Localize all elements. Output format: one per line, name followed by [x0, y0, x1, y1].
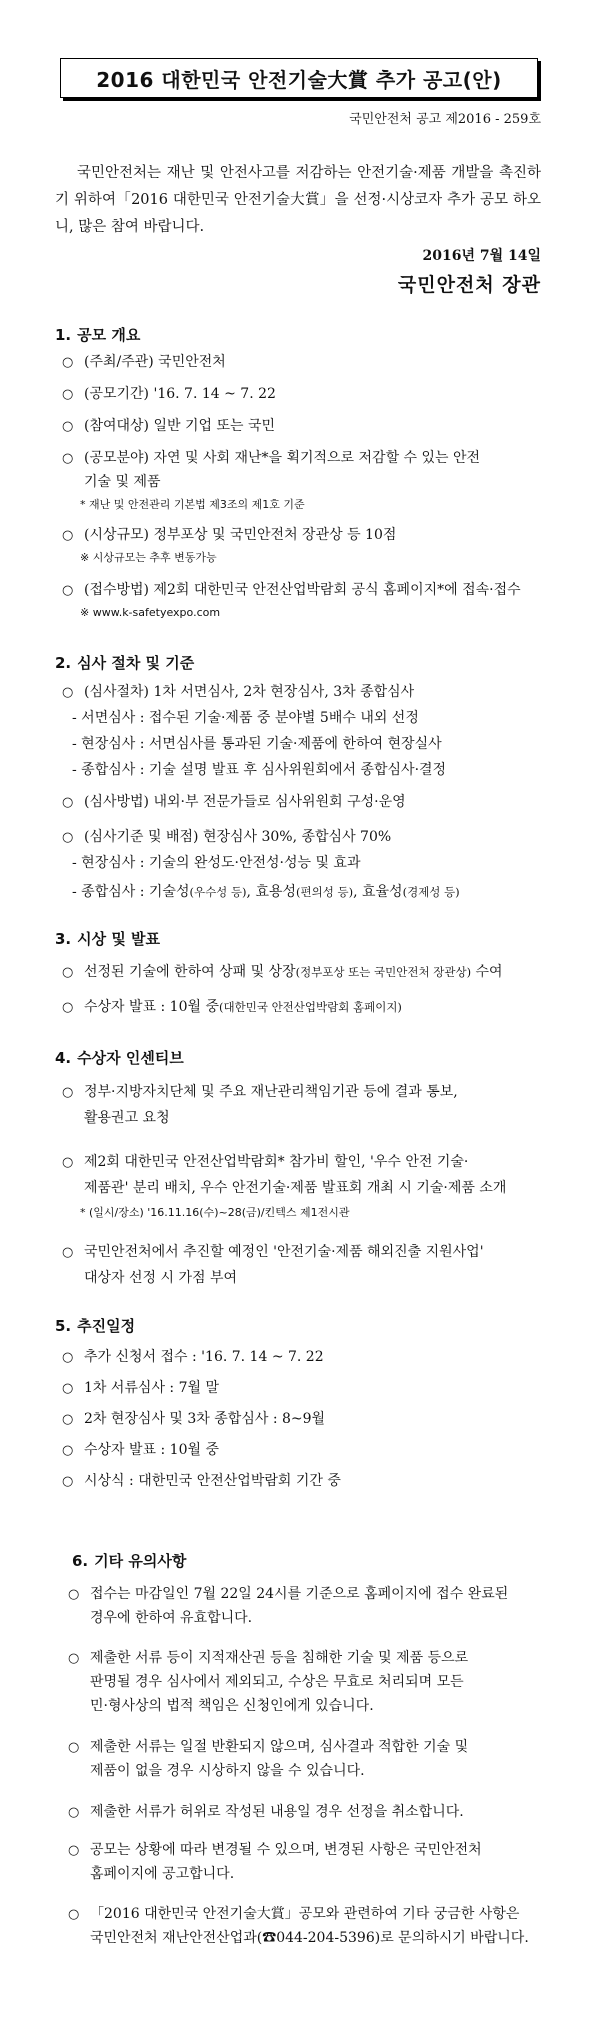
list-item: ○ 제출한 서류가 허위로 작성된 내용일 경우 선정을 취소합니다. — [68, 1800, 548, 1825]
list-item-continuation: 활용권고 요청 — [84, 1110, 170, 1126]
bullet-icon: ○ — [62, 795, 74, 810]
footnote: * (일시/장소) '16.11.16(수)~28(금)/킨텍스 제1전시관 — [80, 1206, 350, 1219]
bullet-icon: ○ — [62, 830, 74, 845]
notice-date: 2016년 7월 14일 — [422, 248, 541, 264]
section-5-heading: 5. 추진일정 — [55, 1317, 136, 1335]
bullet-icon: ○ — [62, 1381, 74, 1396]
list-item: ○ 국민안전처에서 추진할 예정인 '안전기술·제품 해외진출 지원사업' — [62, 1240, 542, 1265]
sub-item: - 종합심사 : 기술 설명 발표 후 심사위원회에서 종합심사·결정 — [72, 762, 447, 778]
list-item-continuation: 제품이 없을 경우 시상하지 않을 수 있습니다. — [90, 1763, 365, 1779]
list-item: ○ 추가 신청서 접수 : '16. 7. 14 ~ 7. 22 — [62, 1345, 542, 1370]
bullet-icon: ○ — [62, 1085, 74, 1100]
section-2-heading: 2. 심사 절차 및 기준 — [55, 654, 195, 672]
section-6-heading: 6. 기타 유의사항 — [72, 1552, 187, 1570]
list-item: ○ 시상식 : 대한민국 안전산업박람회 기간 중 — [62, 1469, 542, 1494]
list-item: ○ (주최/주관) 국민안전처 — [62, 350, 542, 375]
bullet-icon: ○ — [62, 1155, 74, 1170]
bullet-icon: ○ — [62, 583, 74, 598]
list-item-continuation: 기술 및 제품 — [84, 474, 161, 490]
bullet-icon: ○ — [62, 685, 74, 700]
list-item: ○ 제출한 서류는 일절 반환되지 않으며, 심사결과 적합한 기술 및 — [68, 1735, 548, 1760]
bullet-icon: ○ — [62, 528, 74, 543]
list-item: ○ 제2회 대한민국 안전산업박람회* 참가비 할인, '우수 안전 기술· — [62, 1150, 542, 1175]
list-item-continuation: 판명될 경우 심사에서 제외되고, 수상은 무효로 처리되며 모든 — [90, 1674, 464, 1690]
section-1-heading: 1. 공모 개요 — [55, 326, 141, 344]
bullet-icon: ○ — [62, 451, 74, 466]
page-title: 2016 대한민국 안전기술大賞 추가 공고(안) — [96, 67, 502, 92]
bullet-icon: ○ — [62, 1474, 74, 1489]
bullet-icon: ○ — [68, 1843, 80, 1858]
list-item-continuation: 민·형사상의 법적 책임은 신청인에게 있습니다. — [90, 1698, 374, 1714]
footnote: ※ www.k-safetyexpo.com — [80, 606, 221, 619]
bullet-icon: ○ — [68, 1587, 80, 1602]
bullet-icon: ○ — [62, 419, 74, 434]
list-item: ○ 접수는 마감일인 7월 22일 24시를 기준으로 홈페이지에 접수 완료된 — [68, 1582, 548, 1607]
sub-item: - 현장심사 : 서면심사를 통과된 기술·제품에 한하여 현장실사 — [72, 736, 442, 752]
list-item: ○ (접수방법) 제2회 대한민국 안전산업박람회 공식 홈페이지*에 접속·접수 — [62, 578, 542, 603]
list-item: ○ 수상자 발표 : 10월 중 — [62, 1438, 542, 1463]
list-item: ○ 선정된 기술에 한하여 상패 및 상장(정부포상 또는 국민안전처 장관상) 수여 — [62, 960, 542, 985]
list-item: ○ 「2016 대한민국 안전기술大賞」공모와 관련하여 기타 궁금한 사항은 — [68, 1902, 548, 1927]
bullet-icon: ○ — [62, 387, 74, 402]
notice-number: 국민안전처 공고 제2016 - 259호 — [349, 112, 541, 127]
bullet-icon: ○ — [68, 1907, 80, 1922]
bullet-icon: ○ — [68, 1805, 80, 1820]
bullet-icon: ○ — [62, 1350, 74, 1365]
footnote: ※ 시상규모는 추후 변동가능 — [80, 551, 217, 564]
signer: 국민안전처 장관 — [397, 274, 541, 296]
list-item: ○ (심사기준 및 배점) 현장심사 30%, 종합심사 70% — [62, 825, 542, 850]
list-item: ○ (시상규모) 정부포상 및 국민안전처 장관상 등 10점 — [62, 523, 542, 548]
bullet-icon: ○ — [62, 1000, 74, 1015]
intro-paragraph: 국민안전처는 재난 및 안전사고를 저감하는 안전기술·제품 개발을 촉진하기 위하여「2016 대한민국 안전기술大賞」을 선정·시상코자 추가 공모 하오니, 많은 참여 바랍니다. — [55, 165, 541, 235]
list-item: ○ (공모기간) '16. 7. 14 ~ 7. 22 — [62, 382, 542, 407]
list-item: ○ (공모분야) 자연 및 사회 재난*을 획기적으로 저감할 수 있는 안전 — [62, 446, 542, 471]
list-item: ○ 2차 현장심사 및 3차 종합심사 : 8~9월 — [62, 1407, 542, 1432]
list-item: ○ 1차 서류심사 : 7월 말 — [62, 1376, 542, 1401]
bullet-icon: ○ — [62, 1412, 74, 1427]
bullet-icon: ○ — [68, 1651, 80, 1666]
list-item: ○ (참여대상) 일반 기업 또는 국민 — [62, 414, 542, 439]
section-3-heading: 3. 시상 및 발표 — [55, 930, 161, 948]
title-box — [60, 58, 538, 98]
list-item: ○ 공모는 상황에 따라 변경될 수 있으며, 변경된 사항은 국민안전처 — [68, 1838, 548, 1863]
list-item-continuation: 경우에 한하여 유효합니다. — [90, 1610, 253, 1626]
list-item: ○ 정부·지방자치단체 및 주요 재난관리책임기관 등에 결과 통보, — [62, 1080, 542, 1105]
bullet-icon: ○ — [62, 1443, 74, 1458]
bullet-icon: ○ — [62, 965, 74, 980]
sub-item: - 서면심사 : 접수된 기술·제품 중 분야별 5배수 내외 선정 — [72, 710, 419, 726]
list-item: ○ (심사절차) 1차 서면심사, 2차 현장심사, 3차 종합심사 — [62, 680, 542, 705]
sub-item: - 현장심사 : 기술의 완성도·안전성·성능 및 효과 — [72, 855, 361, 871]
bullet-icon: ○ — [62, 355, 74, 370]
list-item-continuation: 대상자 선정 시 가점 부여 — [84, 1270, 238, 1286]
list-item-continuation: 제품관' 분리 배치, 우수 안전기술·제품 발표회 개최 시 기술·제품 소개 — [84, 1180, 507, 1196]
section-4-heading: 4. 수상자 인센티브 — [55, 1049, 184, 1067]
footnote: * 재난 및 안전관리 기본법 제3조의 제1호 기준 — [80, 498, 305, 511]
list-item-continuation: 국민안전처 재난안전산업과(☎044-204-5396)로 문의하시기 바랍니다. — [90, 1930, 529, 1946]
bullet-icon: ○ — [68, 1740, 80, 1755]
list-item: ○ (심사방법) 내외·부 전문가들로 심사위원회 구성·운영 — [62, 790, 542, 815]
bullet-icon: ○ — [62, 1245, 74, 1260]
list-item: ○ 수상자 발표 : 10월 중(대한민국 안전산업박람회 홈페이지) — [62, 995, 542, 1020]
sub-item: - 종합심사 : 기술성(우수성 등), 효용성(편의성 등), 효율성(경제성 등) — [72, 884, 460, 900]
list-item-continuation: 홈페이지에 공고합니다. — [90, 1866, 235, 1882]
list-item: ○ 제출한 서류 등이 지적재산권 등을 침해한 기술 및 제품 등으로 — [68, 1646, 548, 1671]
